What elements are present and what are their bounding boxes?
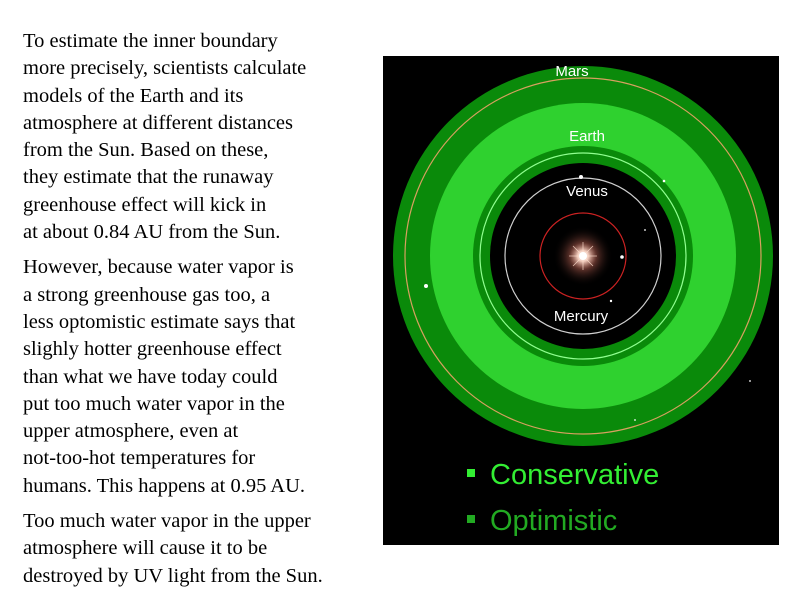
paragraph-3: [23, 508, 383, 590]
paragraph-2: [23, 254, 383, 500]
text-line: they estimate that the runaway: [23, 166, 274, 189]
text-line: more precisely, scientists calculate: [23, 57, 307, 80]
text-line: from the Sun. Based on these,: [23, 139, 269, 162]
legend-conservative-label: Conservative: [490, 459, 660, 491]
diagram-svg: [383, 56, 779, 545]
mars-label: Mars: [555, 63, 589, 80]
text-line: To estimate the inner boundary: [23, 30, 278, 52]
text-line: at about 0.84 AU from the Sun.: [23, 221, 281, 244]
text-line: not-too-hot temperatures for: [23, 447, 256, 470]
text-line: Too much water vapor in the upper: [23, 510, 311, 533]
text-line: atmosphere will cause it to be: [23, 537, 268, 560]
text-line: slighly hotter greenhouse effect: [23, 338, 282, 361]
text-line: than what we have today could: [23, 365, 278, 388]
mercury-planet-icon: [620, 255, 624, 259]
habitable-zone-diagram: [383, 56, 779, 545]
star-dot-icon: [424, 284, 428, 288]
star-dot-icon: [749, 380, 751, 382]
text-line: put too much water vapor in the: [23, 392, 285, 415]
star-dot-icon: [634, 419, 636, 421]
text-line: upper atmosphere, even at: [23, 420, 239, 443]
star-dot-icon: [663, 180, 666, 183]
venus-planet-icon: [579, 175, 583, 179]
legend-conservative-swatch: [467, 469, 475, 477]
text-line: However, because water vapor is: [23, 256, 294, 279]
text-line: humans. This happens at 0.95 AU.: [23, 474, 306, 497]
text-line: models of the Earth and its: [23, 84, 244, 107]
paragraph-1: [23, 28, 383, 246]
text-line: less optomistic estimate says that: [23, 310, 296, 333]
legend-optimistic-swatch: [467, 515, 475, 523]
star-dot-icon: [610, 300, 612, 302]
text-line: destroyed by UV light from the Sun.: [23, 564, 323, 587]
text-line: atmosphere at different distances: [23, 111, 294, 134]
mercury-label: Mercury: [553, 308, 609, 325]
earth-label: Earth: [569, 128, 605, 145]
text-column: [23, 28, 383, 598]
text-line: a strong greenhouse gas too, a: [23, 283, 271, 306]
venus-label: Venus: [566, 183, 608, 200]
sun-icon: [579, 252, 587, 260]
star-dot-icon: [644, 229, 646, 231]
text-line: greenhouse effect will kick in: [23, 193, 267, 216]
legend-optimistic-label: Optimistic: [490, 505, 618, 537]
